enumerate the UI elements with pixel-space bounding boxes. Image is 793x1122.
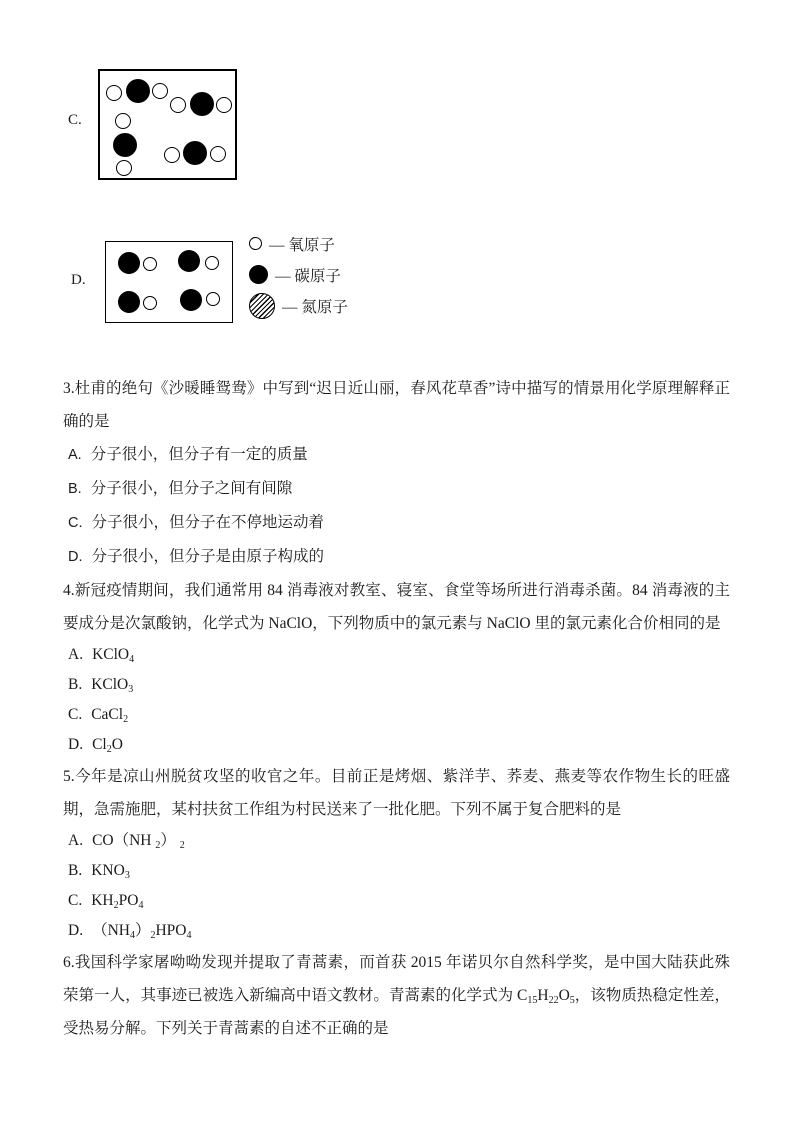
option-row bbox=[63, 916, 730, 946]
option-label: D. bbox=[68, 736, 84, 753]
option-row bbox=[63, 856, 730, 886]
option-label: C. bbox=[68, 706, 83, 723]
option-c-particle-diagram bbox=[98, 69, 237, 180]
oxygen-atom bbox=[143, 296, 157, 310]
question-5 bbox=[63, 760, 730, 946]
option-label: C. bbox=[68, 515, 83, 531]
option-row bbox=[63, 506, 730, 540]
oxygen-atom bbox=[115, 113, 131, 129]
option-text: $(NH_4)_2HPO_4$ bbox=[92, 922, 192, 941]
oxygen-atom bbox=[106, 85, 122, 101]
option-label: D. bbox=[68, 549, 83, 565]
option-label: C. bbox=[68, 892, 83, 909]
option-row bbox=[63, 472, 730, 506]
option-label: B. bbox=[68, 862, 83, 879]
option-text: $Cl_2O$ bbox=[92, 736, 123, 755]
option-text: $KNO_3$ bbox=[91, 862, 130, 881]
option-text: CO（NH $_2$） $_2$ bbox=[92, 832, 185, 851]
option-text: CaCl$_2$ bbox=[91, 706, 129, 725]
carbon-atom bbox=[118, 291, 140, 313]
option-text: $KH_2PO_4$ bbox=[91, 892, 144, 911]
carbon-atom bbox=[180, 289, 202, 311]
question-list bbox=[63, 372, 730, 1045]
oxygen-atom bbox=[152, 83, 168, 99]
oxygen-atom bbox=[170, 97, 186, 113]
oxygen-atom bbox=[216, 97, 232, 113]
option-c-label: C. bbox=[68, 112, 82, 128]
carbon-atom-icon bbox=[249, 265, 268, 284]
option-text: 分子很小，但分子有一定的质量 bbox=[90, 446, 308, 463]
option-label: B. bbox=[68, 676, 83, 693]
legend-label: — 碳原子 bbox=[275, 267, 341, 285]
carbon-atom bbox=[118, 252, 140, 274]
question-stem: 5.今年是凉山州脱贫攻坚的收官之年。目前正是烤烟、紫洋芋、荞麦、燕麦等农作物生长的旺盛期，急需施肥，某村扶贫工作组为村民送来了一批化肥。下列不属于复合肥料的是 bbox=[63, 768, 730, 818]
carbon-atom bbox=[126, 79, 150, 103]
option-row bbox=[63, 670, 730, 700]
question-4 bbox=[63, 574, 730, 760]
legend-item bbox=[249, 228, 348, 259]
option-row bbox=[63, 640, 730, 670]
oxygen-atom bbox=[143, 257, 157, 271]
oxygen-atom bbox=[210, 146, 226, 162]
option-d-particle-diagram bbox=[105, 241, 233, 323]
carbon-atom bbox=[183, 141, 207, 165]
option-row bbox=[63, 540, 730, 574]
option-text: 分子很小，但分子是由原子构成的 bbox=[91, 548, 325, 565]
legend-item bbox=[249, 259, 348, 290]
option-text: KClO$_3$ bbox=[91, 676, 134, 695]
legend-label: — 氮原子 bbox=[282, 298, 348, 316]
option-row bbox=[63, 826, 730, 856]
option-row bbox=[63, 730, 730, 760]
option-row bbox=[63, 886, 730, 916]
option-label: D. bbox=[68, 922, 84, 939]
option-text: 分子很小，但分子在不停地运动着 bbox=[91, 514, 325, 531]
oxygen-atom bbox=[116, 160, 132, 176]
nitrogen-atom-icon bbox=[249, 293, 275, 319]
option-row bbox=[63, 438, 730, 472]
oxygen-atom bbox=[164, 147, 180, 163]
option-text: 分子很小，但分子之间有间隙 bbox=[90, 480, 293, 497]
legend-item bbox=[249, 290, 348, 321]
option-label: B. bbox=[68, 481, 82, 497]
atom-legend bbox=[249, 228, 348, 321]
oxygen-atom bbox=[205, 256, 219, 270]
legend-label: — 氧原子 bbox=[269, 236, 335, 254]
option-label: A. bbox=[68, 447, 82, 463]
option-label: A. bbox=[68, 646, 84, 663]
question-stem: 6.我国科学家屠呦呦发现并提取了青蒿素，而首获 2015 年诺贝尔自然科学奖，是中国大陆获此殊荣第一人，其事迹已被选入新编高中语文教材。青蒿素的化学式为 $C_{15}H_{22}O_5$，该物质热稳定性差，受热易分解。下列关于青蒿素的自述不正确的是 bbox=[63, 954, 730, 1037]
question-6 bbox=[63, 946, 730, 1045]
option-text: KClO$_4$ bbox=[92, 646, 135, 665]
oxygen-atom-icon bbox=[249, 237, 262, 250]
question-3 bbox=[63, 372, 730, 574]
option-d-label: D. bbox=[71, 272, 86, 288]
question-stem: 4.新冠疫情期间，我们通常用 84 消毒液对教室、寝室、食堂等场所进行消毒杀菌。84 消毒液的主要成分是次氯酸钠，化学式为 NaClO，下列物质中的氯元素与 NaClO 里的氯元素化合价相同的是 bbox=[63, 582, 730, 632]
carbon-atom bbox=[113, 133, 137, 157]
question-stem: 3.杜甫的绝句《沙暖睡鸳鸯》中写到“迟日近山丽，春风花草香”诗中描写的情景用化学原理解释正确的是 bbox=[63, 380, 730, 430]
oxygen-atom bbox=[206, 292, 220, 306]
carbon-atom bbox=[190, 92, 214, 116]
option-label: A. bbox=[68, 832, 84, 849]
option-row bbox=[63, 700, 730, 730]
carbon-atom bbox=[178, 250, 200, 272]
